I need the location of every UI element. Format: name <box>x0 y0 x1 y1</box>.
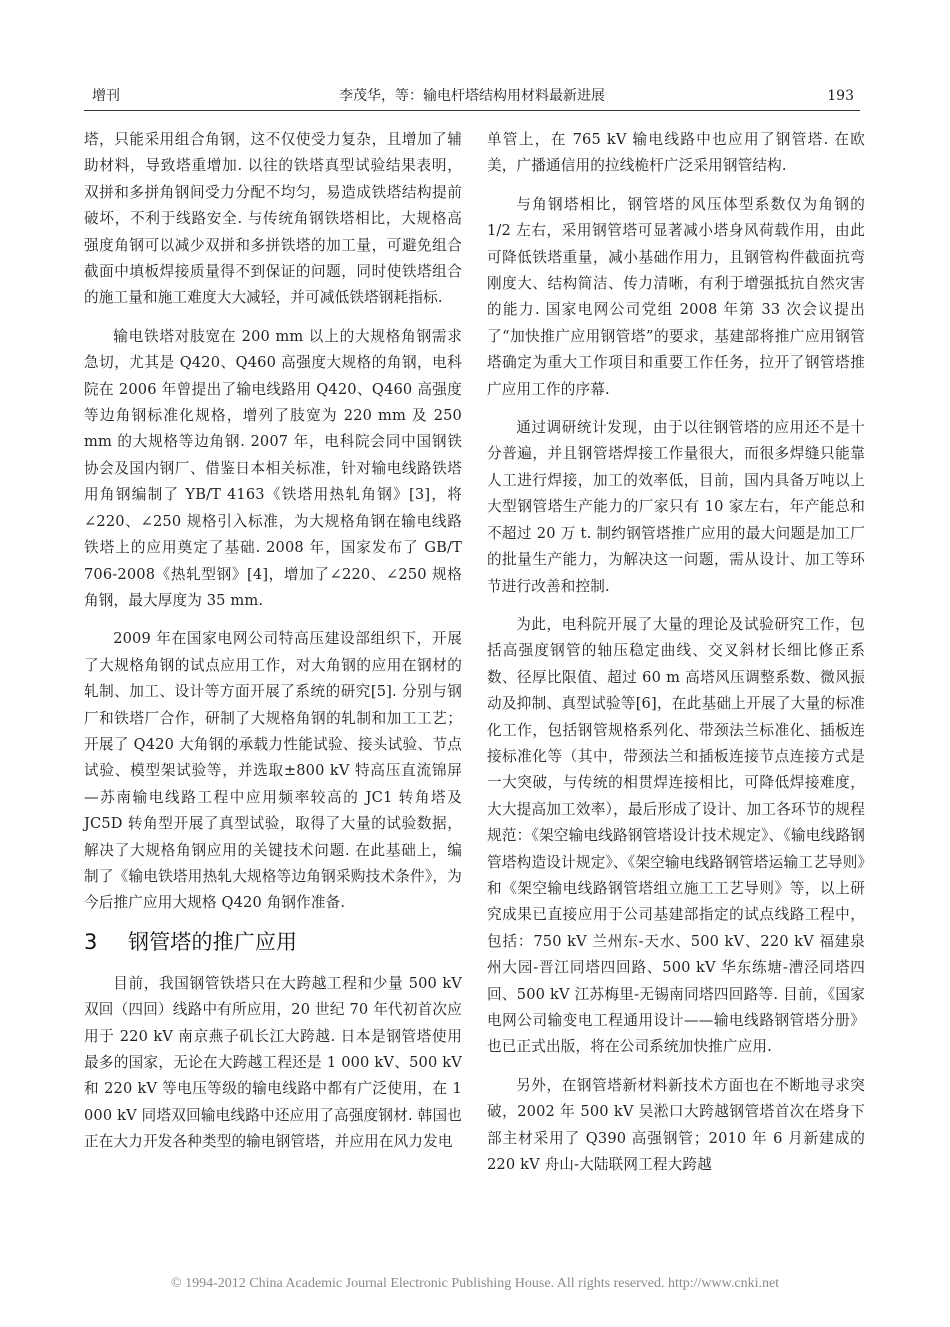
paragraph: 2009 年在国家电网公司特高压建设部组织下，开展了大规格角钢的试点应用工作，对大角钢的应用在钢材的轧制、加工、设计等方面开展了系统的研究[5]. 分别与钢厂和铁塔厂合作，研制了大规格角钢的轧制和加工工艺；开展了 Q420 大角钢的承载力性能试验、接头试验、节点试验、模型架试验等，并选取±800 kV 特高压直流锦屏—苏南输电线路工程中应用频率较高的 JC1 转角塔及 JC5D 转角型开展了真型试验，取得了大量的试验数据，解决了大规格角钢应用的关键技术问题. 在此基础上，编制了《输电铁塔用热轧大规格等边角钢采购技术条件》，为今后推广应用大规格 Q420 角钢作准备. <box>84 630 462 912</box>
header-article-title: 李茂华，等：输电杆塔结构用材料最新进展 <box>339 88 605 104</box>
copyright-footer: © 1994-2012 China Academic Journal Electronic Publishing House. All rights reserved. http://www.cnki.net <box>170 1276 780 1291</box>
left-column <box>84 127 462 1156</box>
paragraph: 单管上，在 765 kV 输电线路中也应用了钢管塔. 在欧美，广播通信用的拉线桅杆广泛采用钢管结构. <box>487 131 865 175</box>
section-number: 3 <box>84 929 98 954</box>
paragraph: 为此，电科院开展了大量的理论及试验研究工作，包括高强度钢管的轴压稳定曲线、交叉斜材长细比修正系数、径厚比限值、超过 60 m 高塔风压调整系数、微风振动及抑制、真型试验等[6]，在此基础上开展了大量的标准化工作，包括钢管规格系列化、带颈法兰标准化、插板连接标准化等（其中，带颈法兰和插板连接节点连接方式是一大突破，与传统的相贯焊连接相比，可降低焊接难度，大大提高加工效率），最后形成了设计、加工各环节的规程规范：《架空输电线路钢管塔设计技术规定》、《输电线路钢管塔构造设计规定》、《架空输电线路钢管塔运输工艺导则》和《架空输电线路钢管塔组立施工工艺导则》等，以上研究成果已直接应用于公司基建部指定的试点线路工程中，包括：750 kV 兰州东-天水、500 kV、220 kV 福建泉州大园-晋江同塔四回路、500 kV 华东练塘-漕泾同塔四回、500 kV 江苏梅里-无锡南同塔四回路等. 目前，《国家电网公司输变电工程通用设计——输电线路钢管塔分册》也已正式出版，将在公司系统加快推广应用. <box>487 615 865 1056</box>
paragraph: 塔，只能采用组合角钢，这不仅使受力复杂，且增加了辅助材料，导致塔重增加. 以往的铁塔真型试验结果表明，双拼和多拼角钢间受力分配不均匀，易造成铁塔结构提前破坏，不利于线路安全. 与传统角钢铁塔相比，大规格高强度角钢可以减少双拼和多拼铁塔的加工量，可避免组合截面中填板焊接质量得不到保证的问题，同时使铁塔组合的施工量和施工难度大大减轻，并可减低铁塔钢耗指标. <box>84 131 462 307</box>
paragraph: 另外，在钢管塔新材料新技术方面也在不断地寻求突破，2002 年 500 kV 吴淞口大跨越钢管塔首次在塔身下部主材采用了 Q390 高强钢管；2010 年 6 月新建成的 220 kV 舟山-大陆联网工程大跨越 <box>487 1076 865 1174</box>
running-header <box>84 86 860 111</box>
paragraph: 通过调研统计发现，由于以往钢管塔的应用还不是十分普遍，并且钢管塔焊接工作量很大，而很多焊缝只能靠人工进行焊接，加工的效率低，目前，国内具备万吨以上大型钢管塔生产能力的厂家只有 10 家左右，年产能总和不超过 20 万 t. 制约钢管塔推广应用的最大问题是加工厂的批量生产能力，为解决这一问题，需从设计、加工等环节进行改善和控制. <box>487 419 865 595</box>
paragraph: 与角钢塔相比，钢管塔的风压体型系数仅为角钢的 1/2 左右，采用钢管塔可显著减小塔身风荷载作用，由此可降低铁塔重量，减小基础作用力，且钢管构件截面抗弯刚度大、结构简洁、传力清晰，有利于增强抵抗自然灾害的能力. 国家电网公司党组 2008 年第 33 次会议提出了“加快推广应用钢管塔”的要求，基建部将推广应用钢管塔确定为重大工作项目和重要工作任务，拉开了钢管塔推广应用工作的序幕. <box>487 195 865 398</box>
paragraph: 输电铁塔对肢宽在 200 mm 以上的大规格角钢需求急切，尤其是 Q420、Q460 高强度大规格的角钢，电科院在 2006 年曾提出了输电线路用 Q420、Q460 高强度等边角钢标准化规格，增列了肢宽为 220 mm 及 250 mm 的大规格等边角钢. 2007 年，电科院会同中国钢铁协会及国内钢厂、借鉴日本相关标准，针对输电线路铁塔用角钢编制了 YB/T 4163《铁塔用热轧角钢》[3]，将∠220、∠250 规格引入标准，为大规格角钢在输电线路铁塔上的应用奠定了基础. 2008 年，国家发布了 GB/T 706-2008《热轧型钢》[4]，增加了∠220、∠250 规格角钢，最大厚度为 35 mm. <box>84 327 462 609</box>
section-title: 钢管塔的推广应用 <box>128 929 298 954</box>
right-column <box>487 127 865 1178</box>
page-number: 193 <box>827 88 854 104</box>
header-journal-issue: 增刊 <box>92 88 120 104</box>
section-heading <box>84 927 462 957</box>
paragraph: 目前，我国钢管铁塔只在大跨越工程和少量 500 kV 双回（四回）线路中有所应用，20 世纪 70 年代初首次应用于 220 kV 南京燕子矶长江大跨越. 日本是钢管塔使用最多的国家，无论在大跨越工程还是 1 000 kV、500 kV 和 220 kV 等电压等级的输电线路中都有广泛使用，在 1 000 kV 同塔双回输电线路中还应用了高强度钢材. 韩国也正在大力开发各种类型的输电钢管塔，并应用在风力发电 <box>84 974 462 1151</box>
